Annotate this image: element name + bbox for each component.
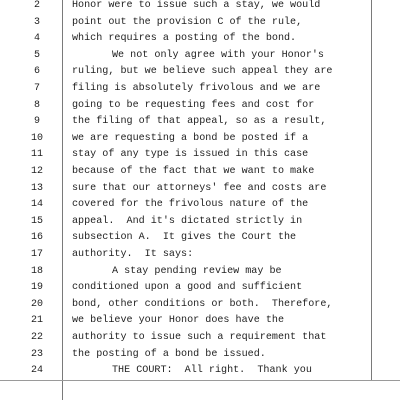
line-text: authority to issue such a requirement that [72, 332, 327, 343]
line-text: stay of any type is issued in this case [72, 149, 309, 161]
line-number: 8 [33, 99, 40, 111]
line-text: covered for the frivolous nature of the [72, 199, 309, 211]
line-number: 24 [30, 365, 43, 377]
transcript-line [0, 131, 400, 147]
line-number: 6 [33, 66, 40, 78]
transcript-line [0, 0, 400, 14]
line-text: We not only agree with your Honor's [111, 49, 324, 61]
transcript-line [0, 147, 400, 163]
transcript-line [0, 247, 400, 263]
transcript-line [0, 264, 400, 280]
line-text: bond, other conditions or both. Therefore, [72, 298, 333, 310]
line-number: 17 [30, 249, 43, 260]
line-text: appeal. And it's dictated strictly in [72, 215, 303, 227]
line-number: 10 [30, 132, 43, 144]
line-number: 23 [30, 348, 43, 360]
line-number: 13 [30, 182, 43, 194]
line-number: 12 [30, 166, 43, 177]
line-number: 11 [30, 149, 43, 161]
transcript-line [0, 81, 400, 97]
transcript-line [0, 64, 400, 80]
line-text: the posting of a bond be issued. [72, 348, 266, 360]
line-number: 20 [30, 298, 43, 310]
line-text: sure that our attorneys' fee and costs are [72, 182, 327, 194]
line-text: authority. It says: [72, 249, 194, 260]
transcript-line [0, 48, 400, 64]
line-number: 21 [30, 315, 43, 327]
line-text: A stay pending review may be [111, 265, 282, 277]
transcript-line [0, 330, 400, 346]
line-text: we believe your Honor does have the [72, 315, 285, 327]
transcript-line [0, 214, 400, 230]
line-number: 5 [33, 49, 40, 61]
line-number: 9 [33, 116, 40, 128]
transcript-line [0, 164, 400, 180]
line-number: 19 [30, 282, 43, 294]
line-text: ruling, but we believe such appeal they are [72, 66, 333, 78]
transcript-line [0, 363, 400, 379]
line-number: 2 [33, 0, 40, 11]
line-text: Honor were to issue such a stay, we would [72, 0, 321, 11]
line-number: 4 [33, 33, 40, 45]
transcript-line [0, 98, 400, 114]
transcript-line [0, 197, 400, 213]
line-text: filing is absolutely frivolous and we are [72, 83, 321, 94]
line-text: subsection A. It gives the Court the [72, 232, 297, 244]
line-text: the filing of that appeal, so as a result, [72, 116, 327, 128]
line-text: point out the provision C of the rule, [72, 16, 303, 28]
transcript-line [0, 297, 400, 313]
line-text: we are requesting a bond be posted if a [72, 132, 309, 144]
line-number: 18 [30, 265, 43, 277]
transcript-line [0, 230, 400, 246]
transcript-line [0, 313, 400, 329]
line-number: 3 [33, 16, 40, 28]
transcript-line [0, 347, 400, 363]
line-number: 16 [30, 232, 43, 244]
transcript-line [0, 15, 400, 31]
transcript-line [0, 181, 400, 197]
transcript-line [0, 114, 400, 130]
line-text: THE COURT: All right. Thank you [111, 365, 312, 377]
line-text: because of the fact that we want to make [72, 166, 315, 177]
line-number: 7 [33, 83, 40, 94]
line-number: 14 [30, 199, 43, 211]
line-text: conditioned upon a good and sufficient [72, 282, 303, 294]
line-number: 15 [30, 215, 43, 227]
line-text: which requires a posting of the bond. [72, 33, 297, 45]
line-text: going to be requesting fees and cost for [72, 99, 315, 111]
line-number: 22 [30, 332, 43, 343]
transcript-line [0, 31, 400, 47]
transcript-line [0, 280, 400, 296]
